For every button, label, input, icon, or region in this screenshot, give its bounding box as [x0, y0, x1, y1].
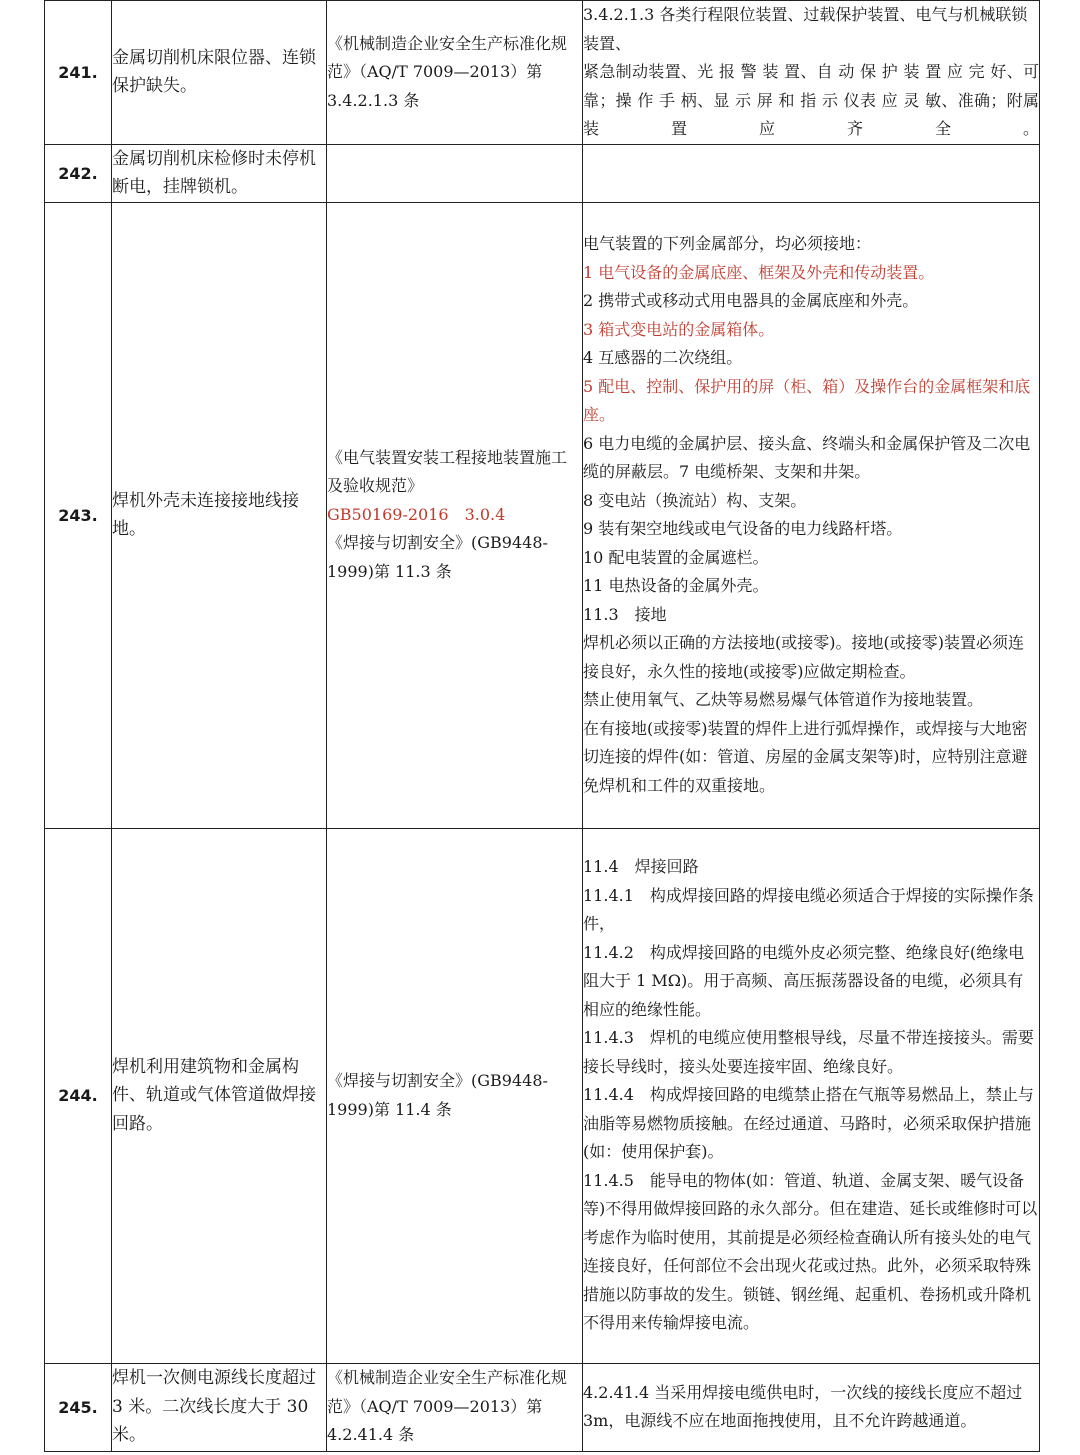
hazard-description: 金属切削机床限位器、连锁保护缺失。 — [112, 1, 327, 145]
content-line: 电气装置的下列金属部分，均必须接地： — [583, 234, 872, 253]
hazard-description: 金属切削机床检修时未停机断电，挂牌锁机。 — [112, 144, 327, 202]
row-number: 241. — [45, 1, 112, 145]
content-line: 禁止使用氧气、乙炔等易燃易爆气体管道作为接地装置。 — [583, 690, 984, 709]
regulation-basis — [327, 144, 583, 202]
regulation-content — [583, 202, 1040, 828]
regulation-content — [583, 144, 1040, 202]
content-line: 11.4 焊接回路 — [583, 857, 699, 877]
content-line: 11.4.3 焊机的电缆应使用整根导线，尽量不带连接接头。需要接长导线时，接头处要连接牢固、绝缘良好。 — [583, 1028, 1034, 1076]
row-number: 243. — [45, 202, 112, 828]
content-line: 4.2.41.4 当采用焊接电缆供电时，一次线的接线长度应不超过 3m，电源线不应在地面拖拽使用，且不允许跨越通道。 — [583, 1382, 1023, 1430]
row-number: 242. — [45, 144, 112, 202]
content-line: 6 电力电缆的金属护层、接头盒、终端头和金属保护管及二次电缆的屏蔽层。7 电缆桥架、支架和井架。 — [583, 433, 1031, 481]
content-line: 11.4.5 能导电的物体(如：管道、轨道、金属支架、暖气设备等)不得用做焊接回路的永久部分。但在建造、延长或维修时可以考虑作为临时使用，其前提是必须经检查确认所有接头处的电气连接良好，任何部位不会出现火花或过热。此外，必须采取特殊措施以防事故的发生。锁链、钢丝绳、起重机、卷扬机或升降机不得用来传输焊接电流。 — [583, 1170, 1038, 1333]
regulation-basis — [327, 1, 583, 145]
hazard-description: 焊机外壳未连接接地线接地。 — [112, 202, 327, 828]
regulation-basis — [327, 202, 583, 828]
content-line: 4 互感器的二次绕组。 — [583, 348, 743, 367]
content-line: 3.4.2.1.3 各类行程限位装置、过载保护装置、电气与机械联锁装置、 — [583, 5, 1028, 53]
regulation-content — [583, 828, 1040, 1363]
row-number: 245. — [45, 1363, 112, 1451]
hazard-description: 焊机一次侧电源线长度超过 3 米。二次线长度大于 30 米。 — [112, 1363, 327, 1451]
basis-line: 《电气装置安装工程接地装置施工及验收规范》 — [327, 447, 568, 496]
content-line: 11.4.2 构成焊接回路的电缆外皮必须完整、绝缘良好(绝缘电阻大于 1 MΩ)。用于高频、高压振荡器设备的电缆，必须具有相应的绝缘性能。 — [583, 942, 1025, 1019]
content-line: 5 配电、控制、保护用的屏（柜、箱）及操作台的金属框架和底座。 — [583, 376, 1031, 424]
basis-line: 《焊接与切割安全》(GB9448-1999)第 11.3 条 — [327, 533, 548, 581]
content-line: 9 装有架空地线或电气设备的电力线路杆塔。 — [583, 519, 903, 538]
content-line: 11 电热设备的金属外壳。 — [583, 576, 769, 595]
table-row — [45, 1, 1040, 145]
basis-line: 《焊接与切割安全》(GB9448-1999)第 11.4 条 — [327, 1071, 548, 1119]
basis-line-standard-code: GB50169-2016 3.0.4 — [327, 504, 506, 524]
basis-line: 《机械制造企业安全生产标准化规范》（AQ/T 7009—2013）第 3.4.2.1.3 条 — [327, 33, 568, 110]
regulation-basis — [327, 1363, 583, 1451]
content-line: 11.4.4 构成焊接回路的电缆禁止搭在气瓶等易燃品上，禁止与油脂等易燃物质接触。在经过通道、马路时，必须采取保护措施(如：使用保护套)。 — [583, 1085, 1034, 1162]
content-line: 焊机必须以正确的方法接地(或接零)。接地(或接零)装置必须连接良好，永久性的接地(或接零)应做定期检查。 — [583, 633, 1024, 681]
content-line: 紧急制动装置、光 报 警 装 置、自 动 保 护 装 置 应 完 好、可 靠；操 作 手 柄、显 示 屏 和 指 示 仪表 应 灵 敏、准确；附属装置应齐全。 — [583, 62, 1039, 138]
regulation-content — [583, 1363, 1040, 1451]
content-line: 11.3 接地 — [583, 604, 667, 624]
content-line: 10 配电装置的金属遮栏。 — [583, 547, 769, 567]
content-line: 1 电气设备的金属底座、框架及外壳和传动装置。 — [583, 262, 935, 282]
content-line: 2 携带式或移动式用电器具的金属底座和外壳。 — [583, 291, 919, 310]
content-line: 3 箱式变电站的金属箱体。 — [583, 319, 775, 339]
table-row — [45, 828, 1040, 1363]
content-line: 在有接地(或接零)装置的焊件上进行弧焊操作，或焊接与大地密切连接的焊件(如：管道、房屋的金属支架等)时，应特别注意避免焊机和工件的双重接地。 — [583, 718, 1028, 795]
row-number: 244. — [45, 828, 112, 1363]
content-line: 8 变电站（换流站）构、支架。 — [583, 490, 807, 510]
regulation-content — [583, 1, 1040, 145]
basis-line: 《机械制造企业安全生产标准化规范》（AQ/T 7009—2013）第 4.2.41.4 条 — [327, 1368, 568, 1445]
table-row — [45, 144, 1040, 202]
content-line: 11.4.1 构成焊接回路的焊接电缆必须适合于焊接的实际操作条件， — [583, 885, 1034, 934]
table-row — [45, 1363, 1040, 1451]
regulation-basis — [327, 828, 583, 1363]
regulation-table — [44, 0, 1040, 1452]
hazard-description: 焊机利用建筑物和金属构件、轨道或气体管道做焊接回路。 — [112, 828, 327, 1363]
table-row — [45, 202, 1040, 828]
